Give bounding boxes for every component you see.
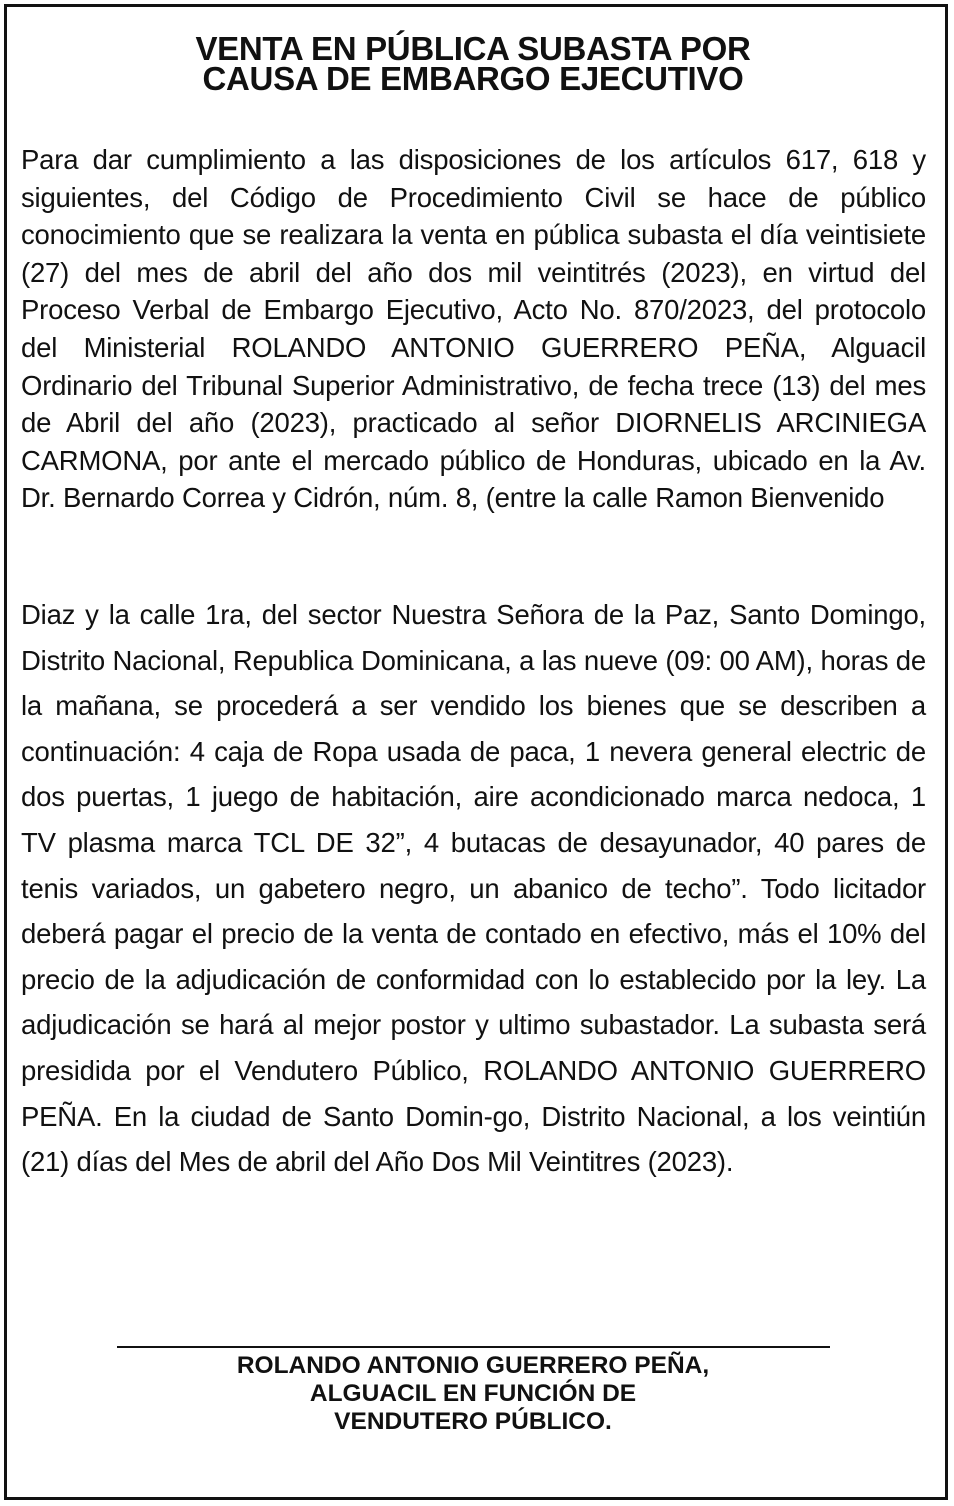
notice-body-paragraph-2: Diaz y la calle 1ra, del sector Nuestra Señora de la Paz, Santo Domingo, Distrito Nacional, Republica Dominicana, a las nueve (09: 00 AM), horas de la mañana, se procederá a ser vendido los bienes que se describen a continuación: 4 caja de Ropa usada de paca, 1 nevera general electric de dos puertas, 1 juego de habitación, aire acondicionado marca nedoca, 1 TV plasma marca TCL DE 32”, 4 butacas de desayunador, 40 pares de tenis variados, un gabetero negro, un abanico de techo”. Todo licitador deberá pagar el precio de la venta de contado en efectivo, más el 10% del precio de la adjudicación de conformidad con lo establecido por la ley. La adjudicación se hará al mejor postor y ultimo subastador. La subasta será presidida por el Vendutero Público, ROLANDO ANTONIO GUERRERO PEÑA. En la ciudad de Santo Domin-go, Distrito Nacional, a los veintiún (21) días del Mes de abril del Año Dos Mil Veintitres (2023). [21,599,926,1178]
signature-role-line-2: VENDUTERO PÚBLICO. [334,1408,612,1435]
signature-name: ROLANDO ANTONIO GUERRERO PEÑA, [236,1352,710,1379]
notice-title [0,30,946,97]
notice-title-line-2: CAUSA DE EMBARGO EJECUTIVO [202,60,744,97]
signature-role-line-1: ALGUACIL EN FUNCIÓN DE [309,1380,637,1407]
signature-block [0,1352,946,1436]
notice-body-paragraph-1: Para dar cumplimiento a las disposiciones de los artículos 617, 618 y siguientes, del Código de Procedimiento Civil se hace de público conocimiento que se realizara la venta en pública subasta el día veintisiete (27) del mes de abril del año dos mil veintitrés (2023), en virtud del Proceso Verbal de Embargo Ejecutivo, Acto No. 870/2023, del protocolo del Ministerial ROLANDO ANTONIO GUERRERO PEÑA, Alguacil Ordinario del Tribunal Superior Administrativo, de fecha trece (13) del mes de Abril del año (2023), practicado al señor DIORNELIS ARCINIEGA CARMONA, por ante el mercado público de Honduras, ubicado en la Av. Dr. Bernardo Correa y Cidrón, núm. 8, (entre la calle Ramon Bienvenido [21,144,926,514]
signature-line [117,1346,830,1348]
notice-title-line-1: VENTA EN PÚBLICA SUBASTA POR [195,30,751,67]
